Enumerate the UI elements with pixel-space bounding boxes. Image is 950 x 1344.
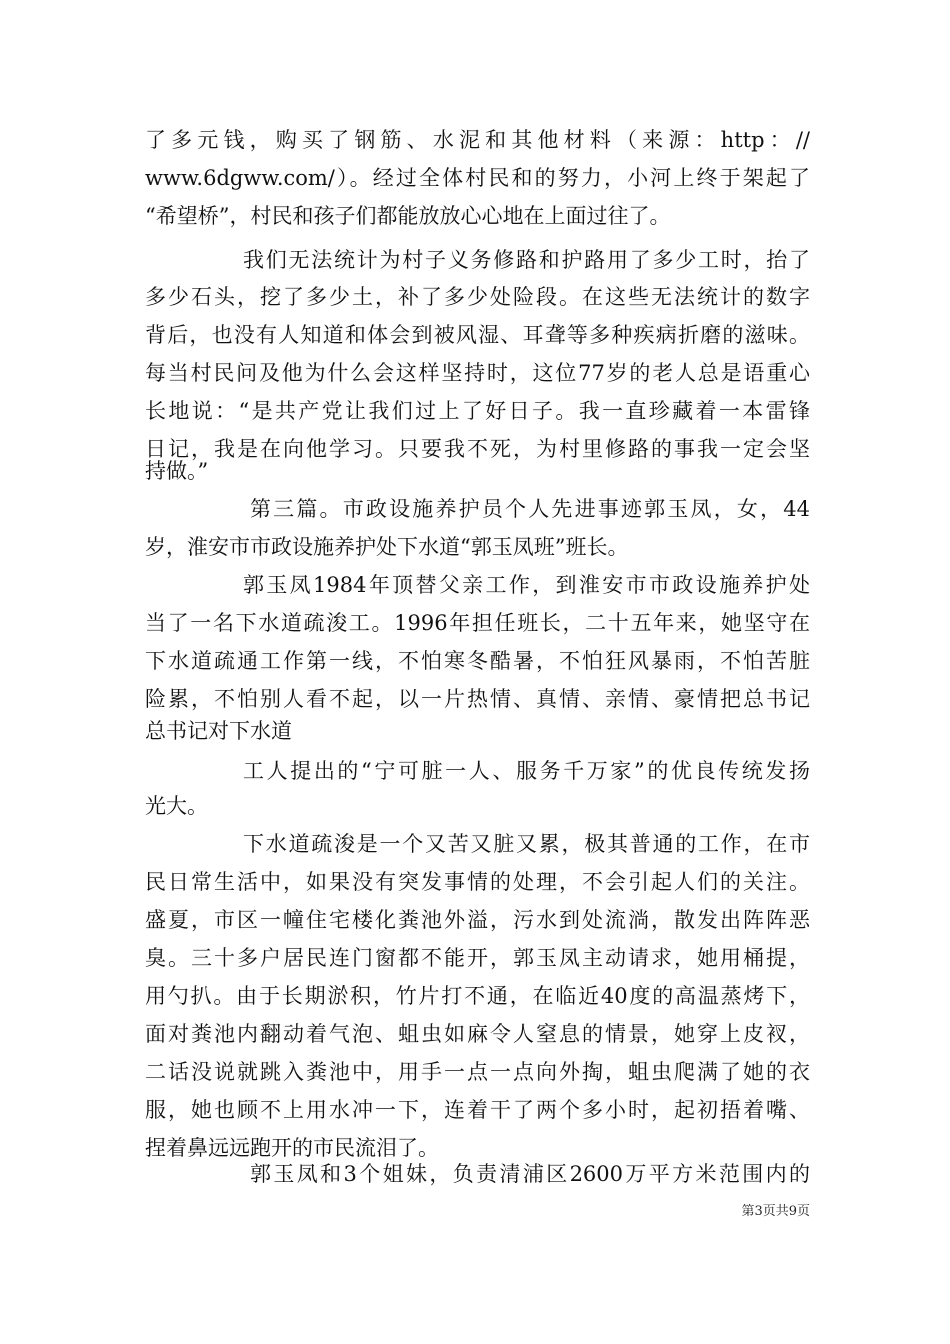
text-line: 光大。 [145, 794, 208, 818]
text-line: 服，她也顾不上用水冲一下，连着干了两个多小时，起初捂着嘴、 [145, 1098, 810, 1122]
text-line: 郭玉凤1984年顶替父亲工作，到淮安市市政设施养护处 [243, 573, 810, 597]
text-line: 每当村民问及他为什么会这样坚持时，这位77岁的老人总是语重心 [145, 361, 810, 385]
text-line: www.6dgww.com/）。经过全体村民和的努力，小河上终于架起了 [145, 166, 810, 190]
text-line: 背后，也没有人知道和体会到被风湿、耳聋等多种疾病折磨的滋味。 [145, 323, 810, 347]
text-line: 用勺扒。由于长期淤积，竹片打不通，在临近40度的高温蒸烤下， [145, 984, 810, 1008]
text-line: 下水道疏通工作第一线，不怕寒冬酷暑，不怕狂风暴雨，不怕苦脏 [145, 649, 810, 673]
text-line: 工人提出的“宁可脏一人、服务千万家”的优良传统发扬 [243, 759, 810, 783]
text-line: 当了一名下水道疏浚工。1996年担任班长，二十五年来，她坚守在 [145, 611, 810, 635]
text-line: 多少石头，挖了多少土，补了多少处险段。在这些无法统计的数字 [145, 285, 810, 309]
page-number: 第3页共9页 [741, 1204, 810, 1219]
text-line: 第三篇。市政设施养护员个人先进事迹郭玉凤，女，44 [250, 497, 810, 521]
text-line: 面对粪池内翻动着气泡、蛆虫如麻令人窒息的情景，她穿上皮衩， [145, 1022, 810, 1046]
text-line: “希望桥”，村民和孩子们都能放放心心地在上面过往了。 [145, 204, 671, 228]
text-line: 总书记对下水道 [145, 719, 292, 743]
text-line: 二话没说就跳入粪池中，用手一点一点向外掏，蛆虫爬满了她的衣 [145, 1060, 810, 1084]
text-line: 我们无法统计为村子义务修路和护路用了多少工时，抬了 [243, 248, 810, 272]
text-line: 捏着鼻远远跑开的市民流泪了。 [145, 1136, 439, 1160]
text-line: 臭。三十多户居民连门窗都不能开，郭玉凤主动请求，她用桶提， [145, 946, 810, 970]
text-line: 下水道疏浚是一个又苦又脏又累，极其普通的工作，在市 [243, 832, 810, 856]
text-line: 长地说：“是共产党让我们过上了好日子。我一直珍藏着一本雷锋 [145, 399, 810, 423]
text-line: 险累，不怕别人看不起，以一片热情、真情、亲情、豪情把总书记 [145, 687, 810, 711]
text-line: 郭玉凤和3个姐妹，负责清浦区2600万平方米范围内的 [250, 1162, 810, 1186]
text-line: 持做。” [145, 459, 209, 483]
text-line: 了多元钱，购买了钢筋、水泥和其他材料（来源：http：// [145, 128, 810, 152]
text-line: 民日常生活中，如果没有突发事情的处理，不会引起人们的关注。 [145, 870, 810, 894]
text-line: 岁，淮安市市政设施养护处下水道“郭玉凤班”班长。 [145, 535, 629, 559]
text-line: 盛夏，市区一幢住宅楼化粪池外溢，污水到处流淌，散发出阵阵恶 [145, 908, 810, 932]
text-line: 日记，我是在向他学习。只要我不死，为村里修路的事我一定会坚 [145, 437, 810, 461]
